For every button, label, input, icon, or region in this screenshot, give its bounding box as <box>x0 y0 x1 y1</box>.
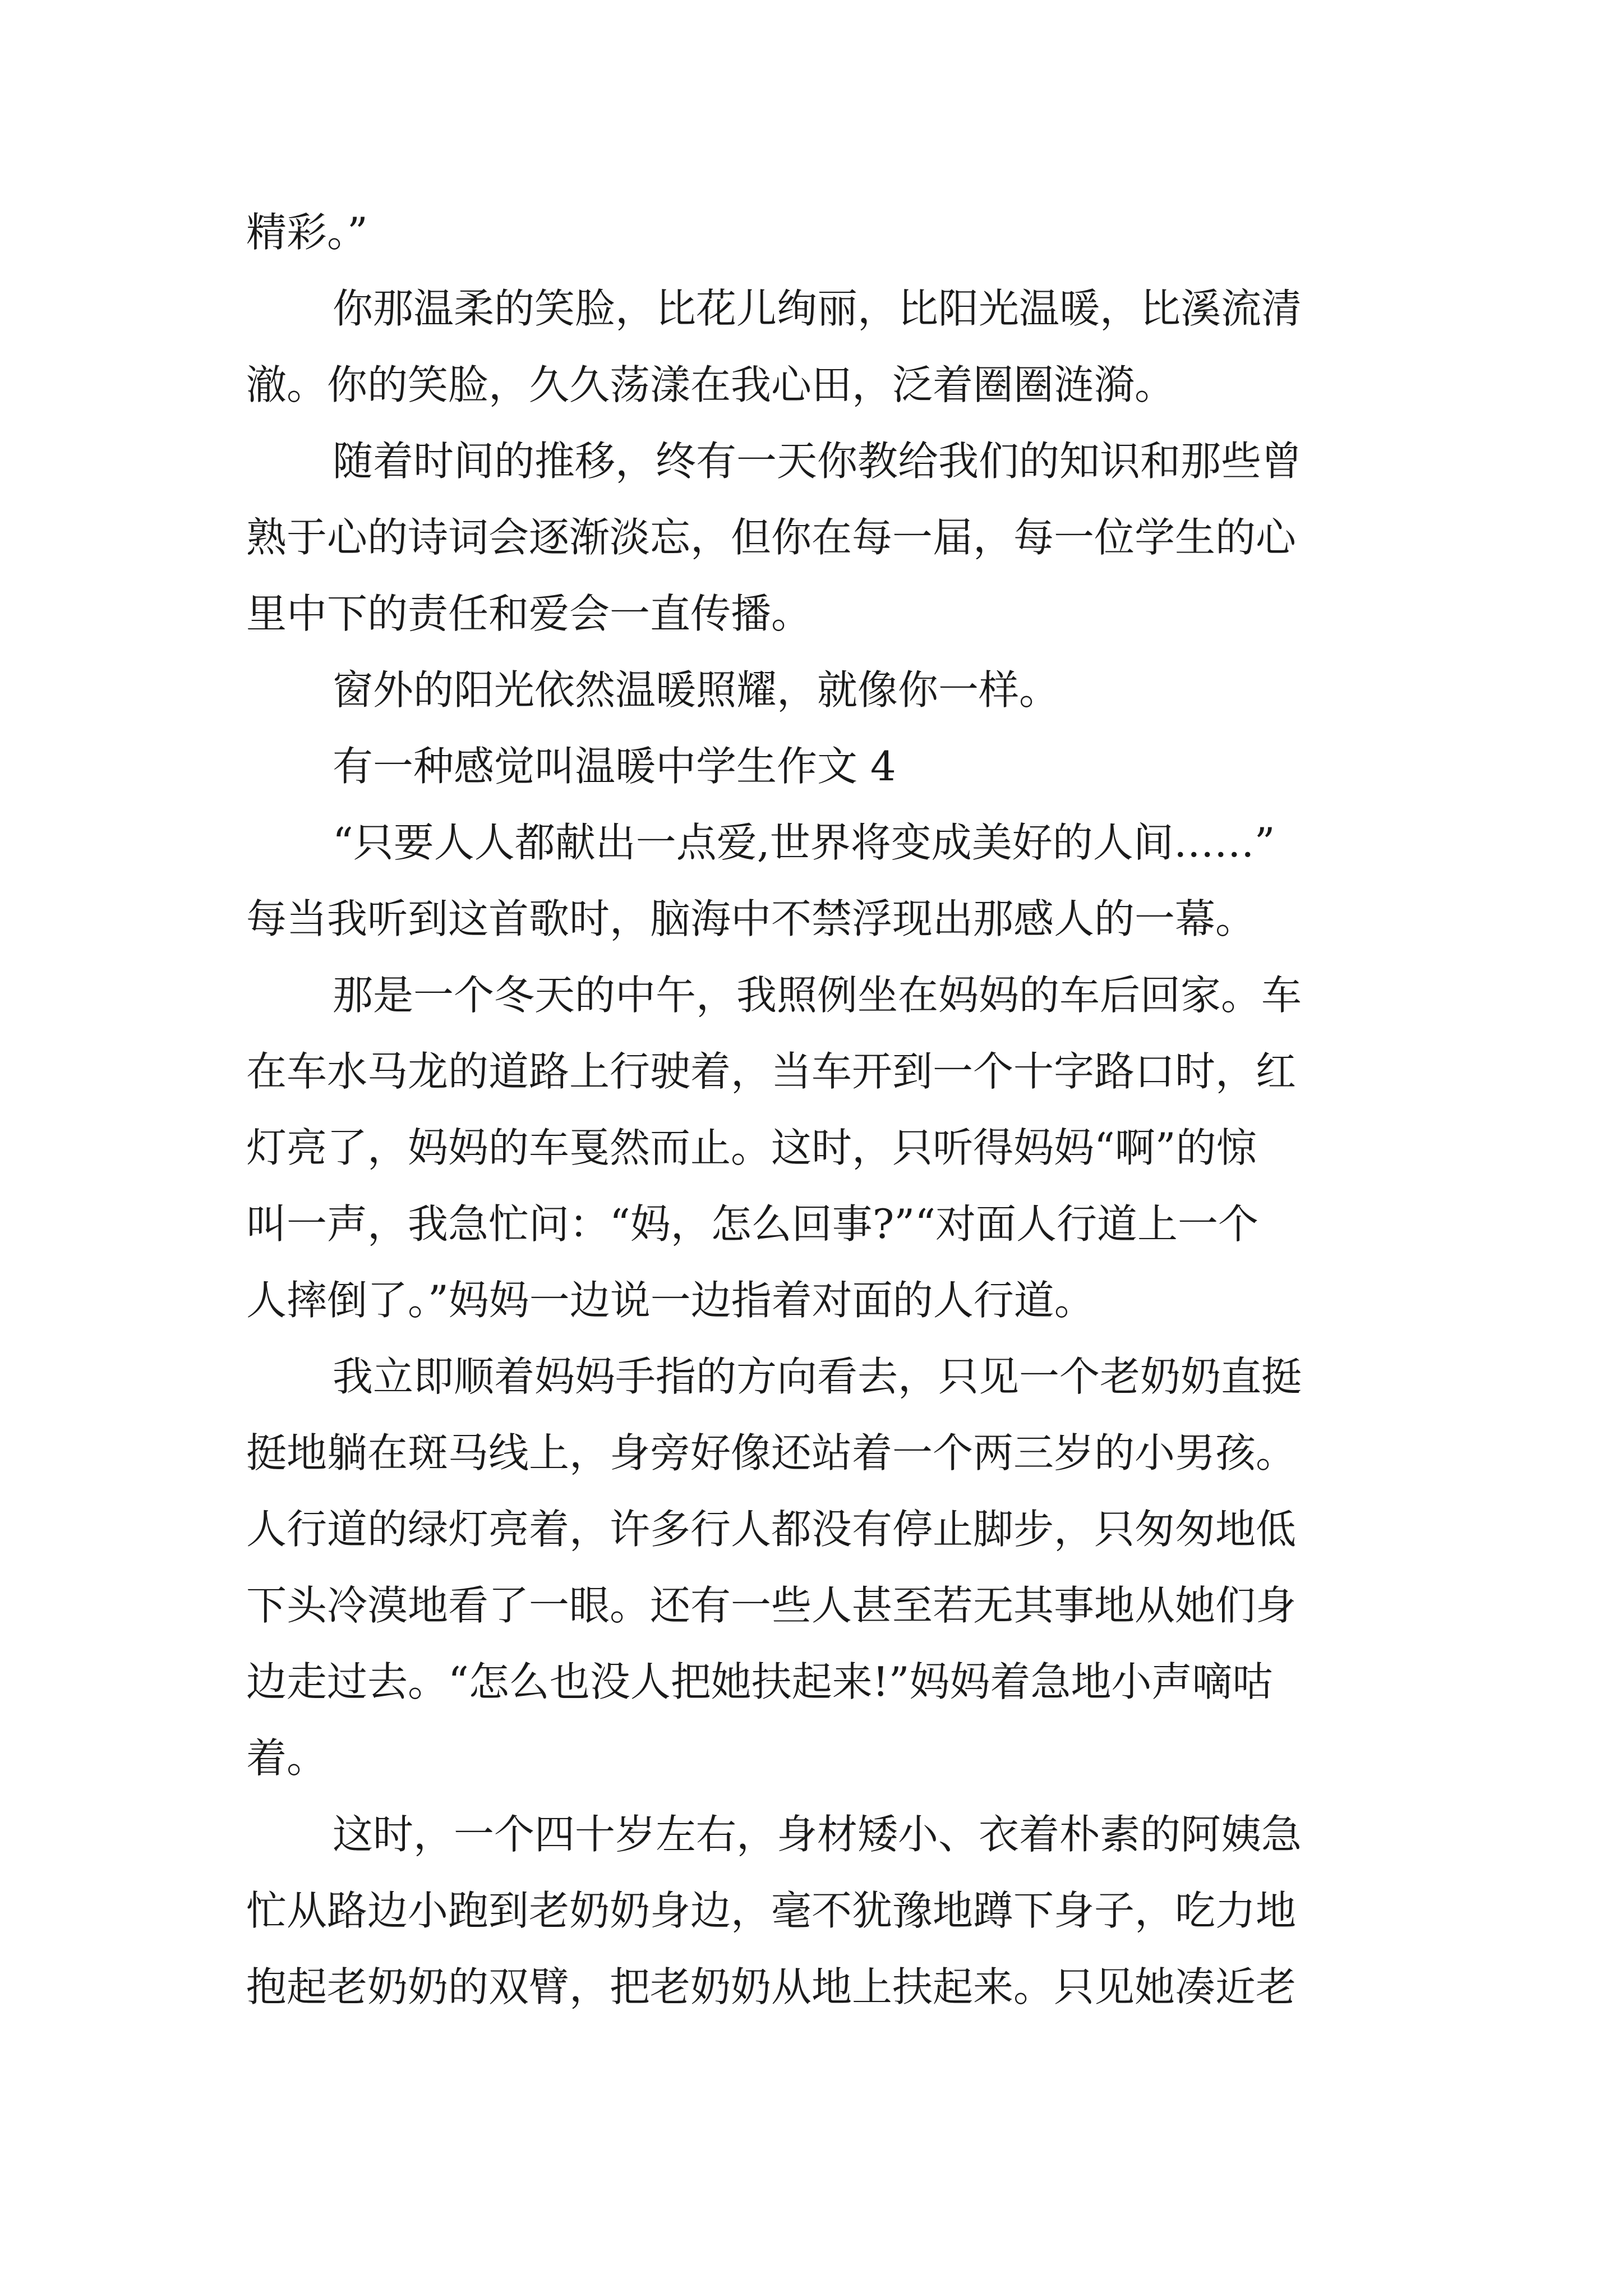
text-line: 那是一个冬天的中午，我照例坐在妈妈的车后回家。车 <box>333 972 1302 1019</box>
text-line: 灯亮了，妈妈的车戛然而止。这时，只听得妈妈“啊”的惊 <box>246 1124 1257 1171</box>
text-line: 着。 <box>246 1734 328 1782</box>
text-line: 下头冷漠地看了一眼。还有一些人甚至若无其事地从她们身 <box>246 1582 1297 1629</box>
text-line: 边走过去。“怎么也没人把她扶起来!”妈妈着急地小声嘀咕 <box>246 1658 1273 1705</box>
text-line: 里中下的责任和爱会一直传播。 <box>246 590 812 637</box>
text-line: 澈。你的笑脸，久久荡漾在我心田，泛着圈圈涟漪。 <box>246 361 1175 408</box>
essay-body <box>246 194 1390 2025</box>
text-line: 你那温柔的笑脸，比花儿绚丽，比阳光温暖，比溪流清 <box>333 285 1302 332</box>
text-line: 忙从路边小跑到老奶奶身边，毫不犹豫地蹲下身子，吃力地 <box>246 1887 1297 1934</box>
text-line: 叫一声，我急忙问：“妈，怎么回事?”“对面人行道上一个 <box>246 1200 1259 1248</box>
text-line: 随着时间的推移，终有一天你教给我们的知识和那些曾 <box>333 438 1302 485</box>
text-line: 在车水马龙的道路上行驶着，当车开到一个十字路口时，红 <box>246 1048 1297 1095</box>
text-line: 窗外的阳光依然温暖照耀，就像你一样。 <box>333 666 1060 714</box>
text-line: 人摔倒了。”妈妈一边说一边指着对面的人行道。 <box>246 1277 1095 1324</box>
text-line: 熟于心的诗词会逐渐淡忘，但你在每一届，每一位学生的心 <box>246 514 1297 561</box>
text-line: 人行道的绿灯亮着，许多行人都没有停止脚步，只匆匆地低 <box>246 1506 1297 1553</box>
text-line: 这时，一个四十岁左右，身材矮小、衣着朴素的阿姨急 <box>333 1811 1302 1858</box>
text-line: “只要人人都献出一点爱,世界将变成美好的人间……” <box>333 819 1275 866</box>
text-line: 精彩。” <box>246 209 368 256</box>
text-line: 抱起老奶奶的双臂，把老奶奶从地上扶起来。只见她凑近老 <box>246 1963 1297 2010</box>
text-line: 每当我听到这首歌时，脑海中不禁浮现出那感人的一幕。 <box>246 895 1256 942</box>
text-line: 我立即顺着妈妈手指的方向看去，只见一个老奶奶直挺 <box>333 1353 1302 1400</box>
essay-heading: 有一种感觉叫温暖中学生作文 4 <box>333 743 896 790</box>
text-line: 挺地躺在斑马线上，身旁好像还站着一个两三岁的小男孩。 <box>246 1429 1297 1476</box>
